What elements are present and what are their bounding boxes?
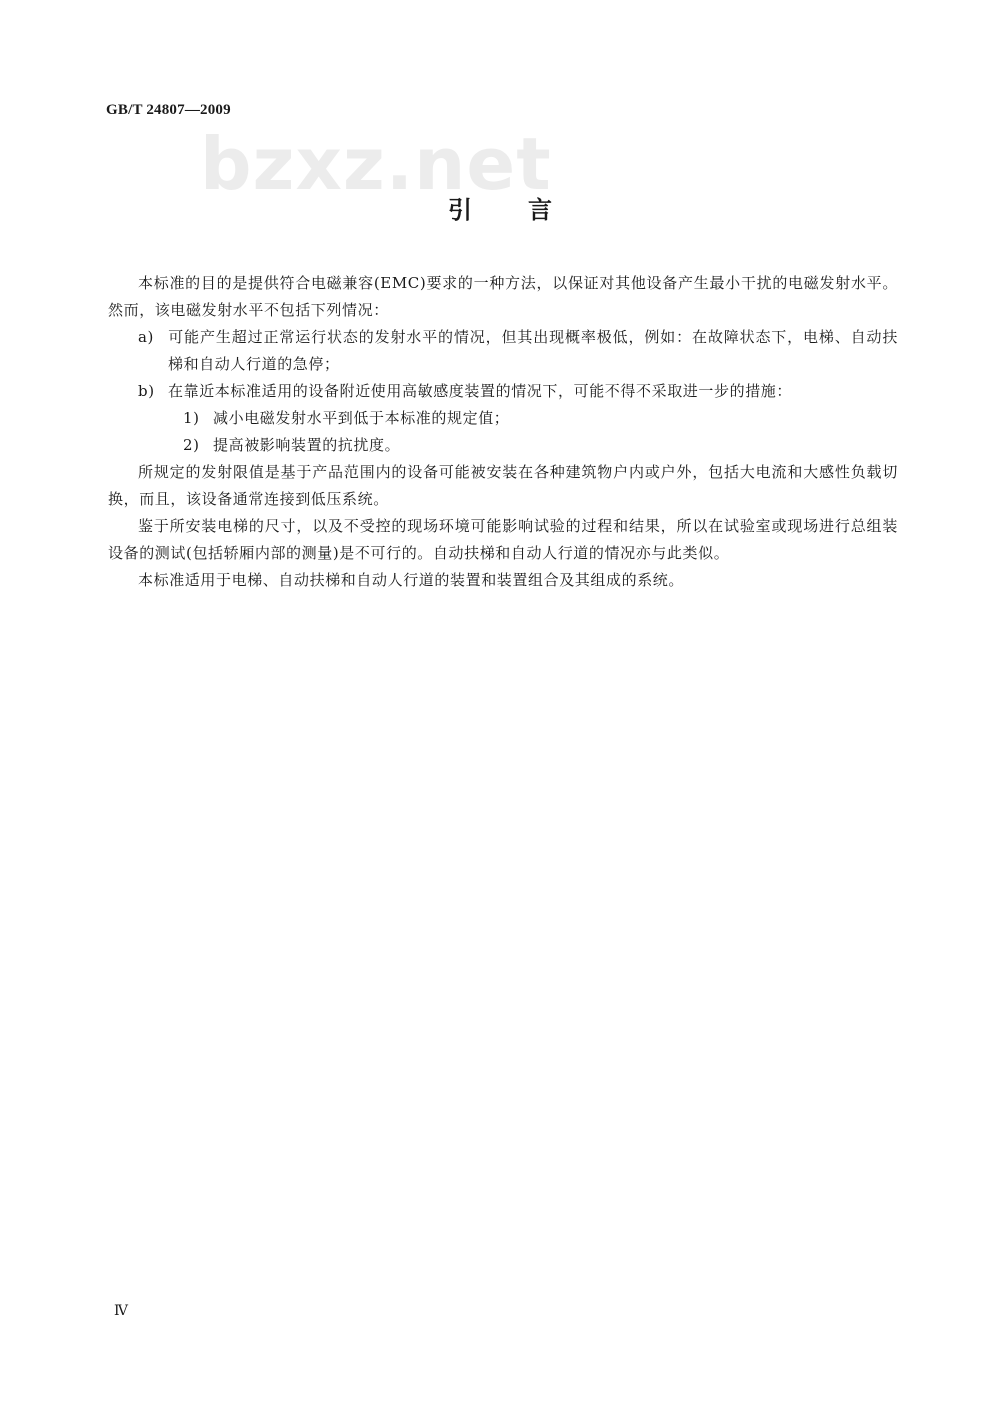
paragraph-purpose: 本标准的目的是提供符合电磁兼容(EMC)要求的一种方法，以保证对其他设备产生最小干扰的电磁发射水平。然而，该电磁发射水平不包括下列情况： bbox=[108, 274, 898, 319]
paragraph-testing: 鉴于所安装电梯的尺寸，以及不受控的现场环境可能影响试验的过程和结果，所以在试验室或现场进行总组装设备的测试(包括轿厢内部的测量)是不可行的。自动扶梯和自动人行道的情况亦与此类似。 bbox=[108, 517, 898, 562]
page-number: Ⅳ bbox=[114, 1304, 128, 1319]
list-item-a bbox=[108, 324, 898, 378]
body-text bbox=[108, 270, 898, 594]
section-title: 引言 bbox=[448, 196, 608, 224]
sub-item-2 bbox=[108, 432, 898, 459]
sub-item-marker: 2) bbox=[183, 436, 200, 454]
paragraph-limits: 所规定的发射限值是基于产品范围内的设备可能被安装在各种建筑物户内或户外，包括大电流和大感性负载切换，而且，该设备通常连接到低压系统。 bbox=[108, 463, 898, 508]
standard-code: GB/T 24807—2009 bbox=[106, 102, 231, 118]
sub-item-marker: 1) bbox=[183, 409, 200, 427]
list-item-text: 在靠近本标准适用的设备附近使用高敏感度装置的情况下，可能不得不采取进一步的措施： bbox=[168, 382, 793, 400]
sub-item-1 bbox=[108, 405, 898, 432]
paragraph-scope: 本标准适用于电梯、自动扶梯和自动人行道的装置和装置组合及其组成的系统。 bbox=[138, 571, 685, 589]
sub-item-text: 提高被影响装置的抗扰度。 bbox=[213, 436, 401, 454]
watermark: bzxz.net bbox=[200, 122, 552, 206]
sub-item-text: 减小电磁发射水平到低于本标准的规定值； bbox=[213, 409, 510, 427]
list-item-b bbox=[108, 378, 898, 405]
list-marker: b) bbox=[138, 382, 155, 400]
list-marker: a) bbox=[138, 328, 154, 346]
list-item-text: 可能产生超过正常运行状态的发射水平的情况，但其出现概率极低，例如：在故障状态下，电梯、自动扶梯和自动人行道的急停； bbox=[168, 328, 898, 373]
